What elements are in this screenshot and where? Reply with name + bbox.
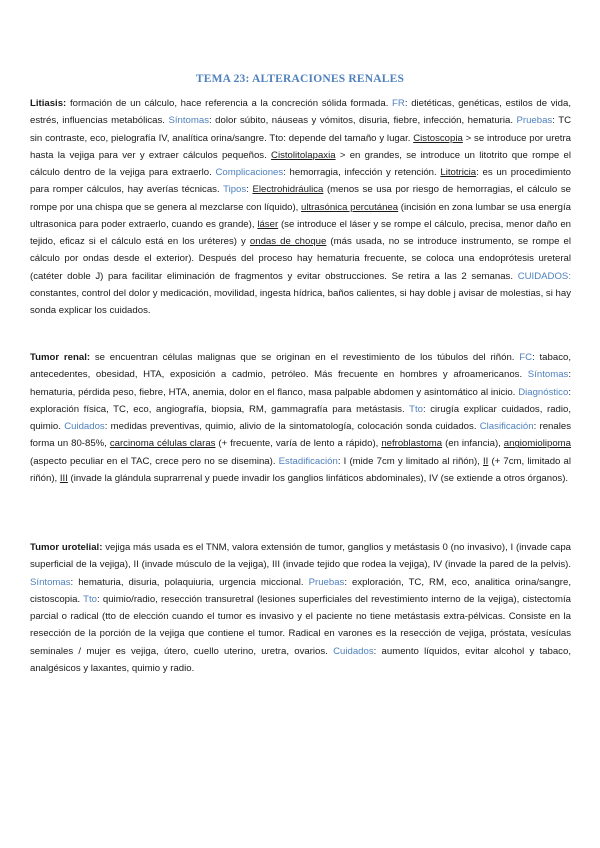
section-litiasis: [30, 95, 571, 319]
text: vejiga más usada es el TNM, valora extensión de tumor, ganglios y metástasis 0 (no invasivo), I (invade capa superficial de la vejiga), II (invade músculo de la vejiga), III (invade tejido que rodea la vejiga), IV (invade la pared de la pelvis).: [30, 542, 572, 571]
label-clasificacion: Clasificación: [479, 421, 534, 432]
text: : exploración, TC, RM, eco, analitica orina/sangre, cistoscopia.: [30, 576, 571, 605]
term-cistoscopia: Cistoscopia: [413, 132, 463, 144]
text: (en infancia),: [442, 438, 504, 450]
text: : cirugía explicar cuidados, radio, quimio.: [30, 403, 571, 432]
label-fr: FR: [392, 98, 405, 109]
stage-iii: III: [59, 472, 68, 484]
text: : medidas preventivas, quimio, alivio de la sintomatología, colocación sonda cuidados.: [104, 421, 480, 432]
text: > en grandes, se introduce un litotrito que rompe el cálculo dentro de la vejiga para extraerlo.: [30, 149, 571, 178]
term-nefroblastoma: nefroblastoma: [381, 438, 443, 450]
term-tumor-urotelial: Tumor urotelial:: [30, 542, 103, 553]
section-tumor-urotelial: [30, 539, 571, 677]
label-sintomas: Síntomas: [30, 576, 71, 588]
text: (incisión en zona lumbar se usa energía ultrasonica para poder extraerlo, cuando es grande),: [30, 201, 571, 230]
label-estadificacion: Estadificación: [278, 455, 338, 467]
text: (más usada, no se introduce instrumento, se rompe el cálculo por ondas desde el exterior). Después del proceso hay hematuria frecuente, se coloca una endoprótesis ureteral (catéter doble J) para facilitar eliminación de fragmentos y evitar obstrucciones. Se retira a las 2 semanas.: [30, 236, 571, 282]
term-litiasis: Litiasis:: [30, 98, 67, 109]
section-tumor-renal: [30, 349, 571, 487]
text: constantes, control del dolor y medicación, movilidad, ingesta hídrica, baños calientes, si hay doble j avisar de molestias, si hay sonda explicar los cuidados.: [30, 287, 571, 316]
term-ondas-de-choque: ondas de choque: [249, 236, 327, 247]
text: : dolor súbito, náuseas y vómitos, disuria, fiebre, infección, hematuria.: [209, 115, 517, 127]
text: : es un procedimiento para romper cálculos, hay averías técnicas.: [30, 167, 571, 196]
text: :: [246, 184, 253, 196]
term-ultrasonica: ultrasónica percutánea: [301, 201, 399, 213]
text: : exploración física, TC, eco, angiografía, biopsia, RM, gammagrafía para metástasis.: [30, 386, 571, 415]
label-tto: Tto: [83, 593, 98, 605]
text: : dietéticas, genéticas, estilos de vida, estrés, influencias metabólicas.: [30, 98, 571, 127]
text: (+ frecuente, varía de lento a rápido),: [215, 438, 382, 450]
term-angiomiolipoma: angiomiolipoma: [503, 438, 571, 450]
text: : renales forma un 80-85%,: [30, 421, 571, 450]
label-fc: FC: [519, 352, 533, 363]
text: (se introduce el láser y se rompe el cálculo, precisa, menor daño en tejido, eficaz si el cálculo está en los uréteres) y: [30, 218, 572, 247]
text: : hematuria, disuria, polaquiuria, urgencia miccional.: [70, 576, 309, 588]
page-title: TEMA 23: ALTERACIONES RENALES: [195, 73, 405, 85]
label-complicaciones: Complicaciones: [215, 167, 284, 178]
text: : quimio/radio, resección transuretral (lesiones superficiales del revestimiento interno de la vejiga), cistectomía parcial o radical (tto de elección cuando el tumor es invasivo y el paciente no tiene metástasis extra-pélvicas. Consiste en la resección de la porción de la vejiga que contiene el tumor. Radical en varones es la resección de vejiga, próstata, vesículas seminales / mujer es vejiga, útero, cuello uterino, uretra, ovarios.: [30, 593, 571, 657]
term-electrohidraulica: Electrohidráulica: [252, 184, 324, 196]
term-tumor-renal: Tumor renal:: [30, 352, 91, 363]
label-tipos: Tipos: [223, 184, 247, 196]
text: (+ 7cm, limitado al riñón),: [30, 455, 571, 484]
label-pruebas: Pruebas: [516, 115, 553, 127]
label-cuidados: Cuidados: [333, 645, 374, 657]
label-cuidados: Cuidados: [64, 421, 105, 432]
stage-ii: II: [482, 455, 489, 467]
text: : hemorragia, infección y retención.: [283, 167, 441, 178]
term-carcinoma: carcinoma células claras: [109, 438, 216, 450]
term-cistolitolapaxia: Cistolitolapaxia: [271, 149, 336, 161]
label-sintomas: Síntomas: [168, 115, 210, 127]
text: : I (mide 7cm y limitado al riñón),: [337, 455, 483, 467]
label-diagnostico: Diagnóstico: [518, 386, 569, 398]
text: formación de un cálculo, hace referencia a la concreción sólida formada.: [66, 98, 393, 109]
label-tto: Tto: [409, 403, 423, 415]
term-litotricia: Litotricia: [440, 167, 477, 178]
text: : tabaco, antecedentes, obesidad, HTA, exposición a cadmio, petróleo. Más frecuente en hombres y afroamericanos.: [30, 352, 571, 381]
label-cuidados: CUIDADOS:: [517, 270, 571, 282]
text: (menos se usa por riesgo de hemorragias, el cálculo se rompe por una chispa que se genera al mezclarse con líquido),: [30, 184, 571, 213]
label-pruebas: Pruebas: [308, 576, 345, 588]
text: se encuentran células malignas que se originan en el revestimiento de los túbulos del riñón.: [90, 352, 520, 363]
text: : hematuria, pérdida peso, fiebre, HTA, anemia, dolor en el flanco, masa palpable abdomen y asintomático al inicio.: [30, 369, 571, 398]
text: (aspecto peculiar en el TAC, crece pero no se disemina).: [30, 455, 279, 467]
text: : aumento líquidos, evitar alcohol y tabaco, analgésicos y laxantes, quimio y radio.: [30, 645, 571, 674]
text: : TC sin contraste, eco, pielografía IV, analítica orina/sangre. Tto: depende del tamaño y lugar.: [30, 115, 571, 144]
label-sintomas: Síntomas: [527, 369, 569, 381]
text: (invade la glándula suprarrenal y puede invadir los ganglios linfáticos abdominales), IV (se extiende a otros órganos).: [67, 472, 569, 484]
text: > se introduce por uretra hasta la vejiga para ver y extraer cálculos pequeños.: [30, 132, 571, 161]
term-laser: láser: [257, 218, 279, 230]
